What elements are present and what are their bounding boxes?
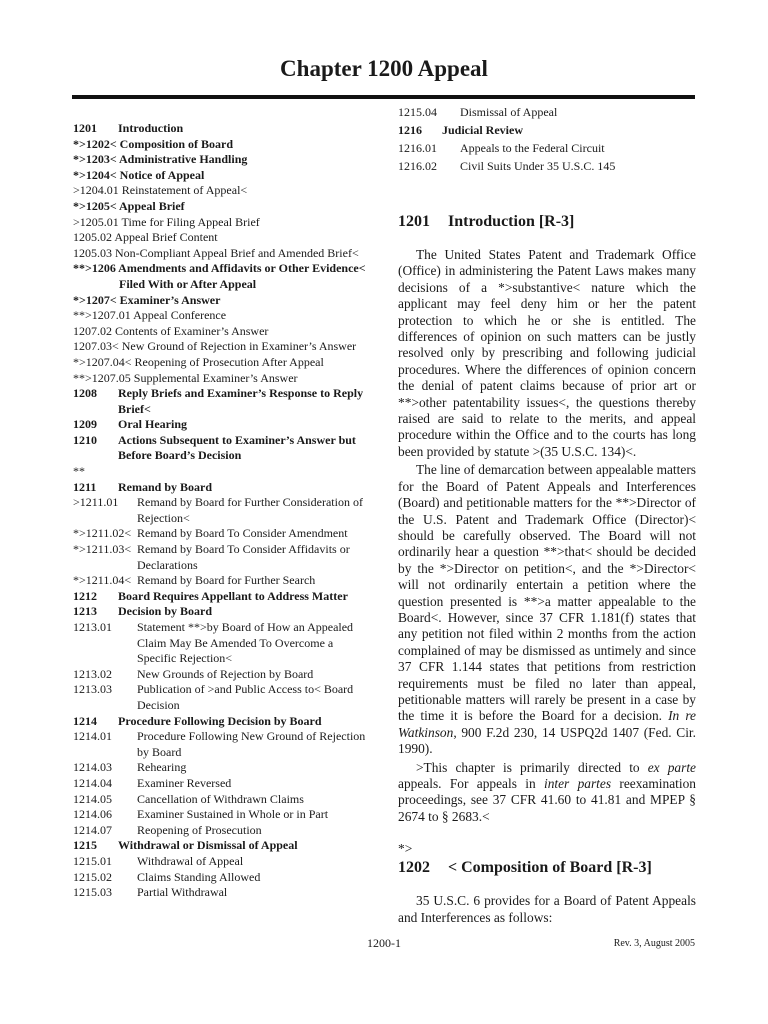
toc-entry[interactable]: 1215.04 Dismissal of Appeal [398, 105, 558, 119]
right-column [398, 103, 696, 926]
section-1201-paragraph-1: The United States Patent and Trademark Office (Office) in administering the Patent Laws makes many decisions of a *>substantive< nature which the applicant may feel deny him or her the patent protection to which he or she is entitled. The differences of opinion on such matters can be justly resolved only by prescribing and following judicial procedures. Where the differences of opinion concern the denial of patent claims because of prior art or **>other patentability issues<, the questions thereby raised are said to relate to the merits, and appeal procedure within the Office and to the courts has long been provided by statute >(35 U.S.C. 134)<. [398, 247, 696, 459]
toc-entry[interactable]: *>1211.04< Remand by Board for Further Search [73, 573, 316, 588]
chapter-title: Chapter 1200 Appeal [280, 56, 488, 81]
toc-entry[interactable]: 1214.06 Examiner Sustained in Whole or in Part [73, 807, 329, 822]
toc-entry[interactable]: 1213.01 Statement **>by Board of How an Appealed Claim May Be Amended To Overcome a Specific Rejection< [73, 620, 354, 666]
toc-entry[interactable]: 1215.02 Claims Standing Allowed [73, 869, 261, 884]
toc-entry[interactable]: *>1211.02< Remand by Board To Consider Amendment [73, 526, 348, 541]
toc-entry[interactable]: *>1203< Administrative Handling [73, 152, 248, 167]
toc-entry[interactable]: 1205.03 Non-Compliant Appeal Brief and Amended Brief< [73, 245, 359, 260]
section-1201-heading: 1201 Introduction [R-3] [398, 213, 575, 230]
toc-entry[interactable]: 1216.01 Appeals to the Federal Circuit [398, 141, 605, 155]
toc-entry[interactable]: 1216 Judicial Review [398, 123, 523, 137]
toc-entry[interactable]: 1215 Withdrawal or Dismissal of Appeal [73, 838, 298, 853]
toc-entry[interactable]: **>1207.05 Supplemental Examiner’s Answer [73, 370, 298, 385]
toc-entry[interactable]: *>1204< Notice of Appeal [73, 167, 205, 182]
toc-entry[interactable]: 1214.05 Cancellation of Withdrawn Claims [73, 791, 304, 806]
toc-entry[interactable]: *>1207.04< Reopening of Prosecution After Appeal [73, 354, 324, 369]
toc-entry[interactable]: 1214.07 Reopening of Prosecution [73, 822, 262, 837]
toc-entry[interactable]: **>1206 Amendments and Affidavits or Other Evidence< Filed With or After Appeal [73, 261, 366, 291]
toc-entry[interactable]: 1212 Board Requires Appellant to Address Matter [73, 588, 348, 603]
section-1202-heading: 1202 < Composition of Board [R-3] [398, 859, 652, 877]
toc-entry[interactable]: **>1207.01 Appeal Conference [73, 308, 227, 323]
toc-entry[interactable]: 1213 Decision by Board [73, 604, 213, 619]
toc-entry[interactable]: 1207.03< New Ground of Rejection in Examiner’s Answer [73, 339, 357, 354]
toc-entry[interactable]: 1213.02 New Grounds of Rejection by Board [73, 666, 314, 681]
toc-entry[interactable]: *>1207< Examiner’s Answer [73, 292, 221, 307]
toc-entry[interactable]: 1211 Remand by Board [73, 479, 213, 494]
toc-entry[interactable]: 1207.02 Contents of Examiner’s Answer [73, 323, 269, 338]
toc-entry[interactable]: 1201 Introduction [73, 121, 184, 135]
revision-marker: *> [398, 841, 413, 857]
toc-entry[interactable]: 1214.03 Rehearing [73, 760, 187, 775]
toc-entry[interactable]: 1213.03 Publication of >and Public Access to< Board Decision [73, 682, 354, 712]
toc-entry[interactable]: 1214.04 Examiner Reversed [73, 775, 232, 790]
toc-entry[interactable]: 1214 Procedure Following Decision by Board [73, 713, 322, 728]
toc-right [398, 103, 696, 175]
section-1201-paragraph-2: The line of demarcation between appealable matters for the Board of Patent Appeals and Interferences (Board) and petitionable matters for the **>Director of the U.S. Patent and Trademark Office (Director)< should be carefully observed. The Board will not ordinarily hear a question **>that< should be decided by the *>Director on petition<, and the *>Director< will not ordinarily entertain a petition where the question presented is **>a matter appealable to the Board<. However, since 37 CFR 1.181(f) states that any petition not filed within 2 months from the action complained of may be dismissed as untimely and since 37 CFR 1.144 states that petitions from restriction requirements must be filed no later than appeal, petitionable matters will rarely be present in a case by the time it is before the Board for a decision. In re Watkinson, 900 F.2d 230, 14 USPQ2d 1407 (Fed. Cir. 1990). [398, 462, 696, 757]
toc-entry: ** [73, 464, 85, 479]
section-1201-paragraph-3: >This chapter is primarily directed to ex parte appeals. For appeals in inter partes reexamination proceedings, see 37 CFR 41.60 to 41.81 and MPEP § 2674 to § 2683.< [398, 759, 696, 824]
toc-entry[interactable]: *>1211.03< Remand by Board To Consider Affidavits or Declarations [73, 542, 350, 572]
revision-date: Rev. 3, August 2005 [613, 938, 695, 949]
toc-entry[interactable]: 1216.02 Civil Suits Under 35 U.S.C. 145 [398, 159, 616, 173]
toc-entry[interactable]: *>1202< Composition of Board [73, 136, 234, 151]
toc-left [73, 121, 373, 901]
toc-entry[interactable]: 1209 Oral Hearing [73, 417, 187, 432]
toc-entry[interactable]: *>1205< Appeal Brief [73, 198, 185, 213]
toc-entry[interactable]: >1204.01 Reinstatement of Appeal< [73, 183, 248, 198]
toc-entry[interactable]: 1214.01 Procedure Following New Ground of Rejection by Board [73, 729, 366, 759]
toc-entry[interactable]: 1210 Actions Subsequent to Examiner’s Answer but Before Board’s Decision [73, 432, 356, 463]
page-number: 1200-1 [367, 936, 401, 950]
toc-entry[interactable]: 1215.01 Withdrawal of Appeal [73, 853, 244, 868]
toc-entry[interactable]: 1215.03 Partial Withdrawal [73, 885, 228, 900]
toc-entry[interactable]: 1208 Reply Briefs and Examiner’s Response to Reply Brief< [73, 386, 364, 416]
case-name: In re Watkinson [398, 708, 696, 740]
section-1202-paragraph-1: 35 U.S.C. 6 provides for a Board of Patent Appeals and Interferences as follows: [398, 893, 696, 925]
toc-entry[interactable]: 1205.02 Appeal Brief Content [73, 230, 218, 245]
title-rule [72, 95, 695, 99]
toc-entry[interactable]: >1205.01 Time for Filing Appeal Brief [73, 214, 260, 229]
toc-entry[interactable]: >1211.01 Remand by Board for Further Consideration of Rejection< [73, 495, 363, 525]
